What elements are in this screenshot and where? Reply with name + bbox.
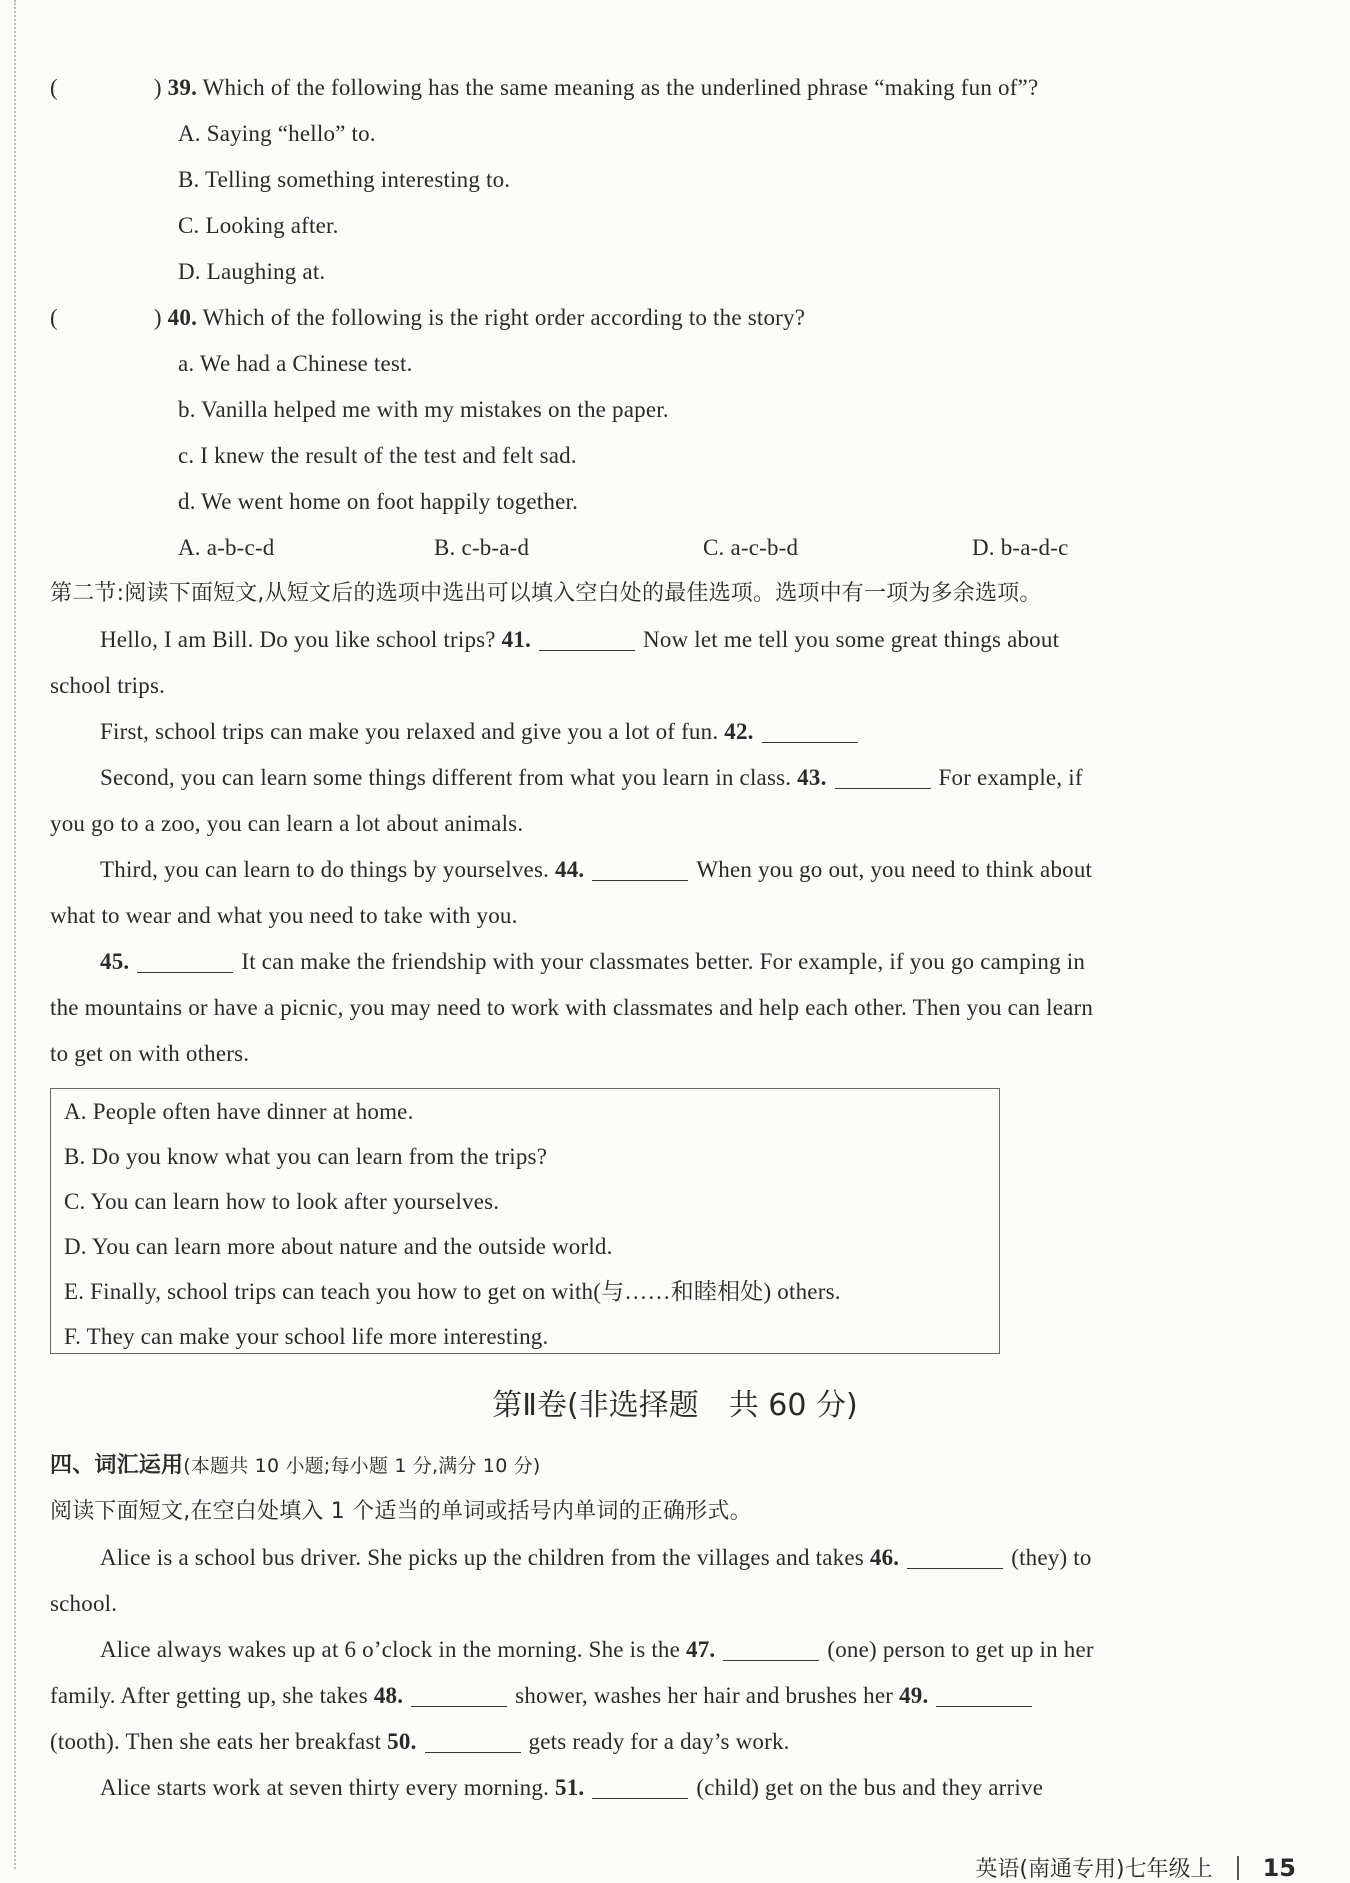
question-number: 39. — [167, 75, 198, 100]
blank-45 — [137, 952, 233, 973]
blank-51 — [592, 1778, 688, 1799]
passage-text: (tooth). Then she eats her breakfast — [50, 1729, 382, 1754]
footer-subject: 英语(南通专用)七年级上 — [975, 1857, 1213, 1882]
blank-41 — [539, 630, 635, 651]
passage-text: Second, you can learn some things different from what you learn in class. — [100, 765, 792, 790]
passage-text: family. After getting up, she takes — [50, 1683, 368, 1708]
option-a: A. Saying “hello” to. — [178, 121, 376, 146]
passage-line: the mountains or have a picnic, you may need to work with classmates and help each other. Then you can learn — [50, 995, 1094, 1020]
event-c: c. I knew the result of the test and felt sad. — [178, 443, 577, 468]
binding-margin-line — [14, 0, 16, 1869]
page-footer — [975, 1852, 1296, 1883]
blank-49 — [936, 1686, 1032, 1707]
blank-number-47: 47. — [686, 1637, 716, 1662]
blank-number-46: 46. — [869, 1545, 900, 1570]
part-2-title: 第Ⅱ卷(非选择题 共 60 分) — [492, 1388, 858, 1423]
passage-text: Alice starts work at seven thirty every morning. — [100, 1775, 550, 1800]
passage-line: to get on with others. — [50, 1041, 250, 1066]
blank-42 — [762, 722, 858, 743]
question-stem: Which of the following has the same meaning as the underlined phrase “making fun of”? — [202, 75, 1039, 100]
choices-box — [50, 1088, 1000, 1354]
passage-text: For example, if — [938, 765, 1083, 790]
section-2-instruction: 第二节:阅读下面短文,从短文后的选项中选出可以填入空白处的最佳选项。选项中有一项为多余选项。 — [50, 581, 1042, 606]
passage-line — [100, 718, 866, 746]
passage-text: It can make the friendship with your classmates better. For example, if you go camping in — [241, 949, 1086, 974]
option-a: A. a-b-c-d — [178, 535, 275, 560]
blank-number-49: 49. — [899, 1683, 929, 1708]
blank-43 — [835, 768, 931, 789]
passage-line — [100, 856, 1092, 884]
passage-line: what to wear and what you need to take with you. — [50, 903, 518, 928]
option-c: C. Looking after. — [178, 213, 339, 238]
question-number: 40. — [167, 305, 198, 330]
option-d: D. Laughing at. — [178, 259, 326, 284]
choice-a: A. People often have dinner at home. — [64, 1099, 414, 1124]
answer-paren-open: ( — [50, 75, 58, 100]
passage-line: school. — [50, 1591, 118, 1616]
choice-f: F. They can make your school life more interesting. — [64, 1324, 549, 1349]
question-39 — [50, 74, 1038, 102]
blank-47 — [723, 1640, 819, 1661]
blank-48 — [411, 1686, 507, 1707]
event-a: a. We had a Chinese test. — [178, 351, 413, 376]
option-b: B. c-b-a-d — [434, 535, 530, 560]
choice-b: B. Do you know what you can learn from the trips? — [64, 1144, 548, 1169]
passage-line — [100, 1544, 1092, 1572]
passage-text: First, school trips can make you relaxed and give you a lot of fun. — [100, 719, 719, 744]
section-4-instruction: 阅读下面短文,在空白处填入 1 个适当的单词或括号内单词的正确形式。 — [50, 1499, 752, 1524]
passage-line — [100, 948, 1085, 976]
blank-number-45: 45. — [100, 949, 130, 974]
passage-text: Third, you can learn to do things by yourselves. — [100, 857, 550, 882]
passage-text: (one) person to get up in her — [827, 1637, 1094, 1662]
blank-number-44: 44. — [555, 857, 585, 882]
option-c: C. a-c-b-d — [703, 535, 799, 560]
answer-paren-close: ) — [153, 75, 162, 100]
question-40 — [50, 304, 805, 332]
blank-number-50: 50. — [387, 1729, 417, 1754]
section-4-label: 四、词汇运用 — [50, 1453, 184, 1478]
passage-line — [100, 1636, 1094, 1664]
passage-line — [50, 1728, 790, 1756]
choice-e: E. Finally, school trips can teach you how to get on with(与……和睦相处) others. — [64, 1279, 841, 1304]
passage-text: Hello, I am Bill. Do you like school trips? — [100, 627, 496, 652]
blank-number-42: 42. — [724, 719, 754, 744]
passage-line — [100, 764, 1083, 792]
blank-number-48: 48. — [373, 1683, 404, 1708]
event-d: d. We went home on foot happily together. — [178, 489, 579, 514]
question-stem: Which of the following is the right order according to the story? — [202, 305, 806, 330]
blank-44 — [592, 860, 688, 881]
event-b: b. Vanilla helped me with my mistakes on the paper. — [178, 397, 669, 422]
passage-text: (they) to — [1011, 1545, 1092, 1570]
passage-text: shower, washes her hair and brushes her — [515, 1683, 894, 1708]
passage-line — [100, 626, 1059, 654]
choice-c: C. You can learn how to look after yourselves. — [64, 1189, 500, 1214]
blank-46 — [907, 1548, 1003, 1569]
passage-text: When you go out, you need to think about — [696, 857, 1093, 882]
blank-number-41: 41. — [501, 627, 532, 652]
passage-text: Now let me tell you some great things about — [643, 627, 1060, 652]
passage-line — [100, 1774, 1043, 1802]
passage-line: you go to a zoo, you can learn a lot about animals. — [50, 811, 524, 836]
section-4-note: (本题共 10 小题;每小题 1 分,满分 10 分) — [183, 1455, 541, 1477]
option-b: B. Telling something interesting to. — [178, 167, 511, 192]
section-4-heading — [50, 1452, 541, 1480]
blank-50 — [425, 1732, 521, 1753]
answer-paren-open: ( — [50, 305, 58, 330]
passage-text: (child) get on the bus and they arrive — [696, 1775, 1044, 1800]
page-number: 15 — [1262, 1854, 1296, 1882]
passage-text: gets ready for a day’s work. — [528, 1729, 790, 1754]
footer-divider — [1237, 1856, 1239, 1880]
passage-line — [50, 1682, 1040, 1710]
blank-number-51: 51. — [555, 1775, 585, 1800]
choice-d: D. You can learn more about nature and the outside world. — [64, 1234, 613, 1259]
passage-line: school trips. — [50, 673, 166, 698]
option-d: D. b-a-d-c — [972, 535, 1069, 560]
passage-text: Alice always wakes up at 6 o’clock in the morning. She is the — [100, 1637, 681, 1662]
answer-paren-close: ) — [153, 305, 162, 330]
blank-number-43: 43. — [797, 765, 827, 790]
passage-text: Alice is a school bus driver. She picks up the children from the villages and takes — [100, 1545, 864, 1570]
